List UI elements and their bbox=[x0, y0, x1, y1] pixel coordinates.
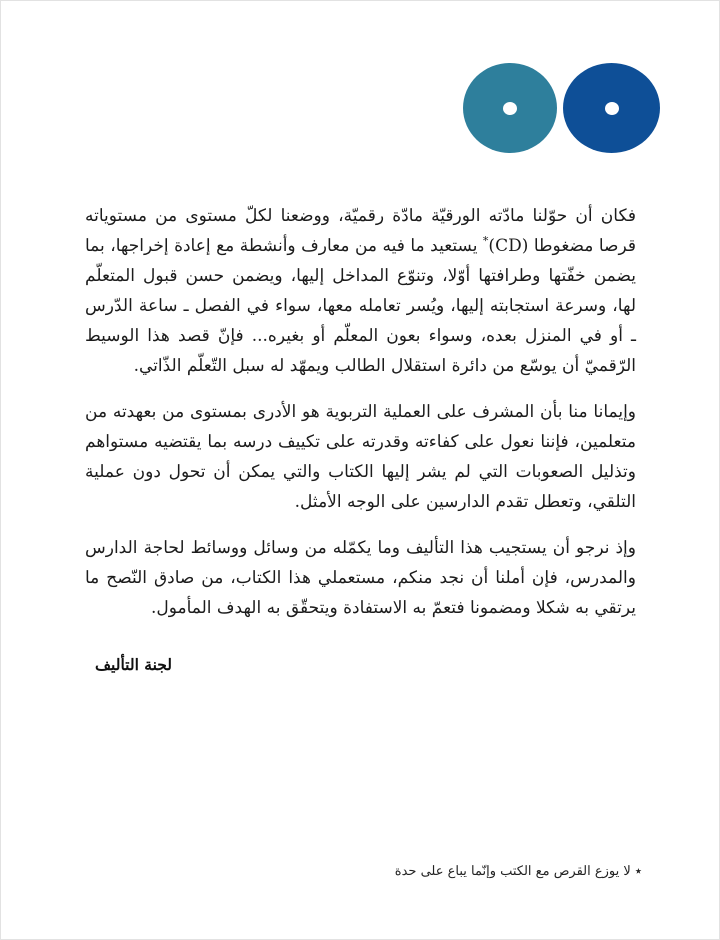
disc-center-hole bbox=[503, 102, 517, 115]
footnote-marker-asterisk: * bbox=[482, 234, 489, 248]
body-paragraph-3: وإذ نرجو أن يستجيب هذا التأليف وما يكمّله من وسائل ووسائط لحاجة الدارس والمدرس، فإن أملنا أن نجد منكم، مستعملي هذا الكتاب، من صادق النّصح ما يرتقي به شكلا ومضمونا فتعمّ به الاستفادة ويتحقّق به الهدف المأمول. bbox=[85, 538, 636, 618]
cd-disc-teal-icon bbox=[463, 63, 557, 153]
signature-authoring-committee: لجنة التأليف bbox=[95, 655, 172, 674]
footnote: ٭ لا يوزع القرص مع الكتب وإنّما يباع على حدة bbox=[394, 864, 642, 879]
body-paragraph-1 bbox=[85, 201, 636, 381]
cd-disc-blue-icon bbox=[563, 63, 660, 153]
paragraph-1-text-after-marker: يستعيد ما فيه من معارف وأنشطة مع إعادة إخراجها، بما يضمن خفّتها وطرافتها أوّلا، وتنوّع المداخل إليها، ويضمن حسن قبول المتعلّم لها، وسرعة استجابته إليها، ويُسر تعامله معها، سواء في الفصل ـ ساعة الدّرس ـ أو في المنزل بعده، وسواء بعون المعلّم أو بغيره... فإنّ قصد هذا الوسيط الرّقميّ أن يوسّع من دائرة استقلال الطالب ويمهّد له سبل التّعلّم الذّاتي. bbox=[85, 236, 636, 376]
disc-center-hole bbox=[605, 102, 619, 115]
body-text-block bbox=[85, 201, 636, 623]
paragraph-1-text-before-marker: فكان أن حوّلنا مادّته الورقيّة مادّة رقميّة، ووضعنا لكلّ مستوى من مستوياته قرصا مضغوطا (CD) bbox=[85, 206, 636, 256]
body-paragraph-2: وإيمانا منا بأن المشرف على العملية التربوية هو الأدرى بمستوى من بعهدته من متعلمين، فإننا نعول على كفاءته وقدرته على تكييف درسه بما يقتضيه مستواهم وتذليل الصعوبات التي لم يشر إليها الكتاب والتي يمكن أن تحول دون عملية التلقي، وتعطل تقدم الدارسين على الوجه الأمثل. bbox=[85, 402, 636, 512]
